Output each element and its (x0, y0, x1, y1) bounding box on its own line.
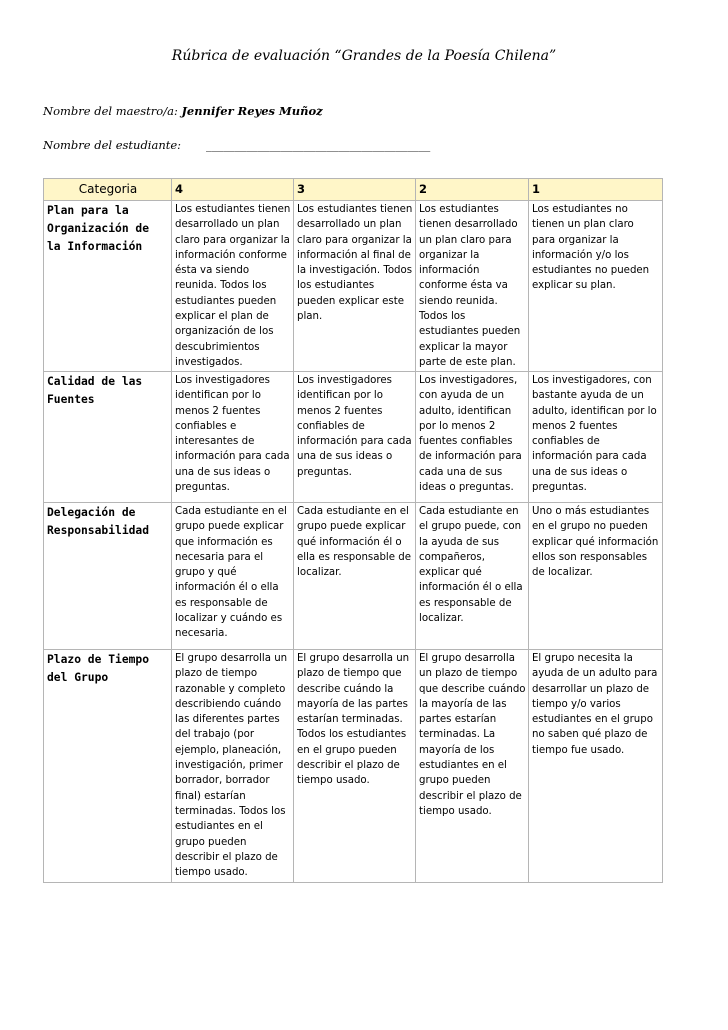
row-category: Plan para la Organización de la Información (44, 201, 172, 372)
row-category: Calidad de las Fuentes (44, 372, 172, 503)
table-cell: Los investigadores identifican por lo menos 2 fuentes confiables de información para cada una de sus ideas o preguntas. (294, 372, 416, 503)
header-score-4: 4 (172, 179, 294, 201)
table-cell: Cada estudiante en el grupo puede, con la ayuda de sus compañeros, explicar qué información él o ella es responsable de localizar. (416, 503, 529, 650)
table-cell: Los estudiantes tienen desarrollado un plan claro para organizar la información al final de la investigación. Todos los estudiantes pueden explicar este plan. (294, 201, 416, 372)
header-category: Categoria (44, 179, 172, 201)
table-row (44, 201, 663, 372)
table-cell: El grupo desarrolla un plazo de tiempo que describe cuándo la mayoría de las partes estarían terminadas. Todos los estudiantes en el grupo pueden describir el plazo de tiempo usado. (294, 650, 416, 883)
teacher-name: Jennifer Reyes Muñoz (181, 104, 323, 118)
header-score-2: 2 (416, 179, 529, 201)
teacher-label: Nombre del maestro/a: (43, 104, 178, 118)
table-cell: Los investigadores, con bastante ayuda de un adulto, identifican por lo menos 2 fuentes confiables de información para cada una de sus ideas o preguntas. (529, 372, 663, 503)
teacher-line (43, 104, 323, 118)
rubric-table (43, 178, 663, 883)
table-cell: Los estudiantes tienen desarrollado un plan claro para organizar la información conforme ésta va siendo reunida. Todos los estudiantes pueden explicar la mayor parte de este plan. (416, 201, 529, 372)
table-cell: El grupo desarrolla un plazo de tiempo razonable y completo describiendo cuándo las diferentes partes del trabajo (por ejemplo, planeación, investigación, primer borrador, borrador final) estarían terminadas. Todos los estudiantes en el grupo pueden describir el plazo de tiempo usado. (172, 650, 294, 883)
student-name-blank: _______________________________________ (206, 138, 431, 152)
table-cell: El grupo desarrolla un plazo de tiempo que describe cuándo la mayoría de las partes estarían terminadas. La mayoría de los estudiantes en el grupo pueden describir el plazo de tiempo usado. (416, 650, 529, 883)
table-cell: Cada estudiante en el grupo puede explicar qué información él o ella es responsable de localizar. (294, 503, 416, 650)
table-cell: El grupo necesita la ayuda de un adulto para desarrollar un plazo de tiempo y/o varios estudiantes en el grupo no saben qué plazo de tiempo fue usado. (529, 650, 663, 883)
row-category: Delegación de Responsabilidad (44, 503, 172, 650)
student-line (43, 138, 463, 156)
table-cell: Cada estudiante en el grupo puede explicar que información es necesaria para el grupo y qué información él o ella es responsable de localizar y cuándo es necesaria. (172, 503, 294, 650)
table-cell: Los investigadores, con ayuda de un adulto, identifican por lo menos 2 fuentes confiables de información para cada una de sus ideas o preguntas. (416, 372, 529, 503)
table-cell: Los estudiantes tienen desarrollado un plan claro para organizar la información conforme ésta va siendo reunida. Todos los estudiantes pueden explicar el plan de organización de los descubrimientos investigados. (172, 201, 294, 372)
table-row (44, 650, 663, 883)
row-category: Plazo de Tiempo del Grupo (44, 650, 172, 883)
document-title: Rúbrica de evaluación “Grandes de la Poesía Chilena” (171, 48, 557, 64)
header-score-1: 1 (529, 179, 663, 201)
table-cell: Uno o más estudiantes en el grupo no pueden explicar qué información ellos son responsables de localizar. (529, 503, 663, 650)
table-row (44, 503, 663, 650)
student-label: Nombre del estudiante: (43, 138, 182, 152)
table-row (44, 372, 663, 503)
table-cell: Los investigadores identifican por lo menos 2 fuentes confiables e interesantes de información para cada una de sus ideas o preguntas. (172, 372, 294, 503)
table-cell: Los estudiantes no tienen un plan claro para organizar la información y/o los estudiantes no pueden explicar su plan. (529, 201, 663, 372)
table-header-row (44, 179, 663, 201)
header-score-3: 3 (294, 179, 416, 201)
